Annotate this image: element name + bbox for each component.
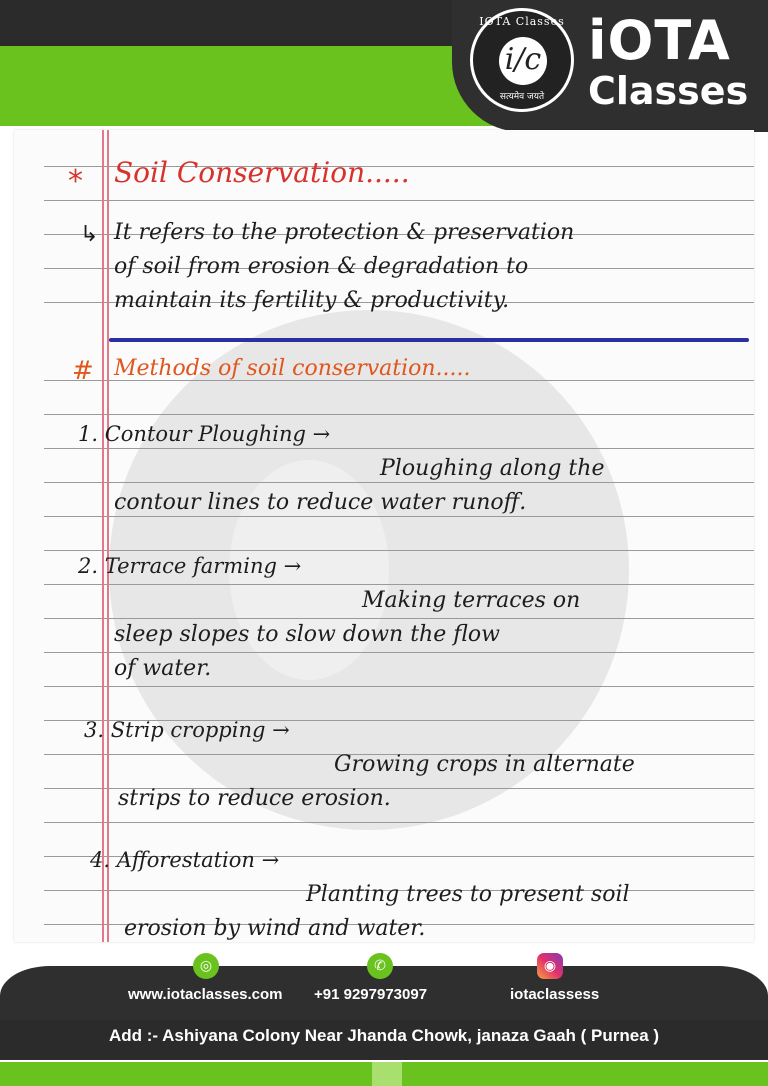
method-title: 1. Contour Ploughing → (78, 422, 331, 446)
ruled-line (44, 200, 754, 201)
ruled-line (44, 618, 754, 619)
ruled-line (44, 652, 754, 653)
ruled-line (44, 516, 754, 517)
title-bullet: * (68, 164, 83, 199)
brand-name-line2: Classes (588, 69, 749, 113)
method-line: contour lines to reduce water runoff. (114, 490, 527, 515)
logo-seal (470, 8, 574, 112)
method-line: sleep slopes to slow down the flow (114, 622, 500, 647)
method-line: strips to reduce erosion. (118, 786, 391, 811)
phone-icon: ✆ (367, 953, 393, 979)
globe-icon: ◎ (193, 953, 219, 979)
definition-line: of soil from erosion & degradation to (114, 254, 529, 279)
methods-heading: Methods of soil conservation..... (114, 356, 471, 381)
logo-monogram: i/c (499, 37, 547, 85)
method-line: Planting trees to present soil (306, 882, 630, 907)
footer-address: Add :- Ashiyana Colony Near Jhanda Chowk, janaza Gaah ( Purnea ) (108, 1026, 660, 1045)
ruled-line (44, 584, 754, 585)
method-line: of water. (114, 656, 212, 681)
notebook-page (14, 130, 754, 942)
logo-motto: सत्यमेव जयते (499, 92, 545, 102)
footer-instagram[interactable]: iotaclassess (510, 986, 600, 1003)
footer-phone[interactable]: +91 9297973097 (314, 986, 428, 1003)
footer-website[interactable]: www.iotaclasses.com (128, 986, 283, 1003)
method-title: 3. Strip cropping → (84, 718, 290, 742)
definition-line: It refers to the protection & preservation (114, 220, 575, 245)
ruled-line (44, 550, 754, 551)
ruled-line (44, 482, 754, 483)
method-line: Making terraces on (362, 588, 581, 613)
brand-name-line1: iOTA (588, 9, 731, 72)
footer-green-accent (372, 1062, 402, 1086)
ruled-line (44, 414, 754, 415)
margin-line (102, 130, 104, 942)
notes-title: Soil Conservation..... (114, 156, 410, 189)
method-line: Ploughing along the (380, 456, 605, 481)
margin-line (107, 130, 109, 942)
method-title: 2. Terrace farming → (78, 554, 302, 578)
definition-line: maintain its fertility & productivity. (114, 288, 510, 313)
ruled-line (44, 822, 754, 823)
section-divider (109, 338, 749, 342)
ruled-line (44, 686, 754, 687)
method-title: 4. Afforestation → (90, 848, 280, 872)
method-line: erosion by wind and water. (124, 916, 426, 941)
instagram-icon: ◉ (537, 953, 563, 979)
ruled-line (44, 448, 754, 449)
methods-bullet: # (72, 356, 94, 386)
definition-arrow: ↳ (80, 222, 99, 247)
logo-ring-text: IOTA Classes (479, 15, 565, 28)
method-line: Growing crops in alternate (334, 752, 635, 777)
